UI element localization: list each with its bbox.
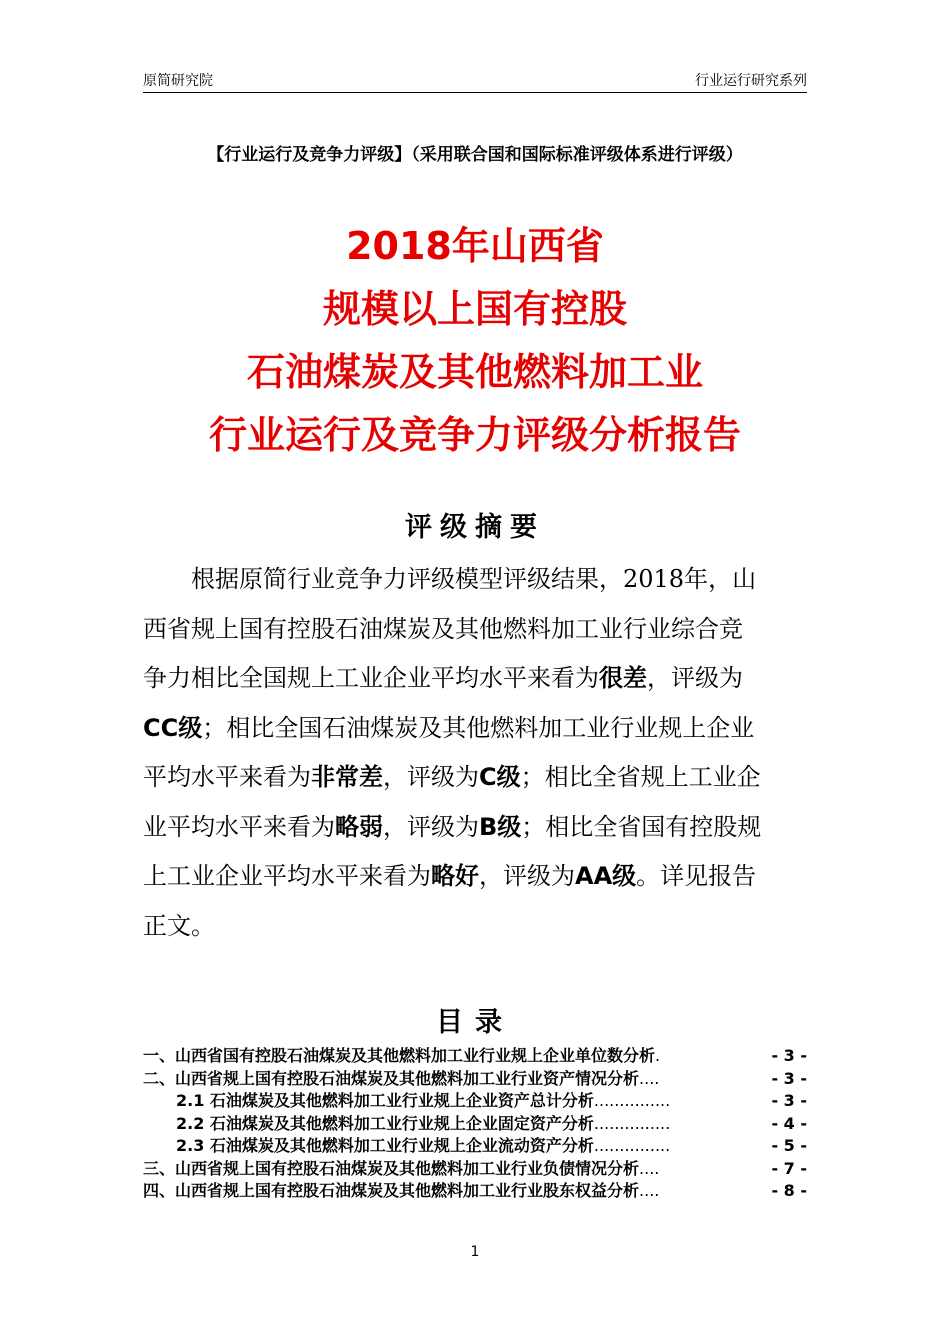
- rating-note: 【行业运行及竞争力评级】（采用联合国和国际标准评级体系进行评级）: [207, 145, 743, 165]
- toc-subentry[interactable]: [143, 1113, 807, 1136]
- summary-text: 西省规上国有控股石油煤炭及其他燃料加工业行业综合竞: [143, 614, 743, 643]
- summary-text: 根据原简行业竞争力评级模型评级结果，2018年，山: [143, 565, 757, 593]
- summary-body: [143, 555, 807, 951]
- toc-page: - 4 -: [771, 1113, 807, 1133]
- toc-entry-label: 三、山西省规上国有控股石油煤炭及其他燃料加工业行业负债情况分析: [143, 1158, 640, 1178]
- toc-entry[interactable]: [143, 1180, 807, 1203]
- summary-text: 争力相比全国规上工业企业平均水平来看为: [143, 664, 599, 692]
- toc-entry-label: 一、山西省国有控股石油煤炭及其他燃料加工业行业规上企业单位数分析: [143, 1046, 656, 1065]
- toc-page: - 7 -: [771, 1158, 807, 1178]
- summary-text: 正文。: [143, 911, 215, 940]
- summary-text: ；相比全国石油煤炭及其他燃料加工业行业规上企业: [202, 713, 755, 742]
- toc-page: - 3 -: [771, 1068, 807, 1088]
- summary-segment: [143, 753, 761, 803]
- rating-word: 很差: [599, 664, 647, 692]
- toc-leader: .: [655, 1046, 661, 1065]
- toc-leader: ...............: [593, 1091, 671, 1110]
- summary-segment: [143, 852, 756, 902]
- toc-entry-label: 四、山西省规上国有控股石油煤炭及其他燃料加工业行业股东权益分析: [143, 1181, 640, 1200]
- report-title: [100, 215, 850, 467]
- header-series: 行业运行研究系列: [695, 73, 807, 89]
- toc-page: - 5 -: [771, 1136, 807, 1155]
- summary-line: [143, 852, 807, 902]
- toc-entry[interactable]: [143, 1068, 807, 1091]
- title-line: 行业运行及竞争力评级分析报告: [208, 413, 741, 457]
- page-number: 1: [470, 1244, 480, 1260]
- toc-heading: 目录: [436, 1007, 514, 1038]
- toc-subentry[interactable]: [143, 1135, 807, 1158]
- table-of-contents: [143, 1045, 807, 1203]
- summary-text: ，评级为: [647, 664, 743, 692]
- rating-word: 略好: [431, 862, 479, 890]
- rating-grade: CC级: [143, 713, 203, 742]
- summary-line: [143, 555, 807, 605]
- toc-leader: ...............: [593, 1113, 671, 1133]
- toc-entry-label: 2.1 石油煤炭及其他燃料加工业行业规上企业资产总计分析: [176, 1091, 594, 1110]
- summary-segment: [143, 803, 761, 853]
- summary-heading: 评级摘要: [405, 512, 545, 543]
- toc-leader: ....: [639, 1181, 660, 1200]
- header-org: 原简研究院: [143, 73, 213, 89]
- toc-entry-label: 2.3 石油煤炭及其他燃料加工业行业规上企业流动资产分析: [176, 1136, 594, 1155]
- summary-line: [143, 803, 807, 853]
- summary-segment: [143, 704, 754, 754]
- summary-line: [143, 605, 807, 655]
- summary-text: ；相比全省国有控股规: [521, 812, 762, 841]
- summary-text: 。详见报告: [636, 862, 757, 890]
- rating-grade: C级: [479, 763, 521, 791]
- page-header: [143, 66, 807, 93]
- summary-text: ，评级为: [383, 763, 479, 791]
- summary-line: [143, 902, 807, 952]
- summary-line: [143, 753, 807, 803]
- toc-entry[interactable]: [143, 1045, 807, 1068]
- toc-entry-label: 二、山西省规上国有控股石油煤炭及其他燃料加工业行业资产情况分析: [143, 1068, 640, 1088]
- toc-entry-label: 2.2 石油煤炭及其他燃料加工业行业规上企业固定资产分析: [176, 1113, 594, 1133]
- title-line: 2018年山西省: [346, 224, 604, 268]
- summary-text: ，评级为: [383, 812, 479, 841]
- title-line: 石油煤炭及其他燃料加工业: [246, 350, 703, 394]
- summary-text: ；相比全省规上工业企: [520, 763, 761, 791]
- rating-grade: B级: [479, 812, 522, 841]
- rating-grade: AA级: [575, 862, 637, 890]
- toc-leader: ....: [639, 1158, 660, 1178]
- toc-leader: ...............: [593, 1136, 671, 1155]
- toc-leader: ....: [639, 1068, 660, 1088]
- toc-entry[interactable]: [143, 1158, 807, 1181]
- rating-word: 非常差: [311, 763, 383, 791]
- title-line: 规模以上国有控股: [322, 287, 627, 331]
- toc-page: - 3 -: [771, 1091, 807, 1110]
- summary-segment: [143, 654, 743, 704]
- summary-text: 平均水平来看为: [143, 763, 311, 791]
- summary-text: 上工业企业平均水平来看为: [143, 862, 431, 890]
- summary-line: [143, 654, 807, 704]
- summary-line: [143, 704, 807, 754]
- rating-word: 略弱: [335, 812, 383, 841]
- summary-text: 业平均水平来看为: [143, 812, 335, 841]
- toc-subentry[interactable]: [143, 1090, 807, 1113]
- summary-text: ，评级为: [479, 862, 575, 890]
- toc-page: - 8 -: [771, 1181, 807, 1200]
- toc-page: - 3 -: [771, 1046, 807, 1065]
